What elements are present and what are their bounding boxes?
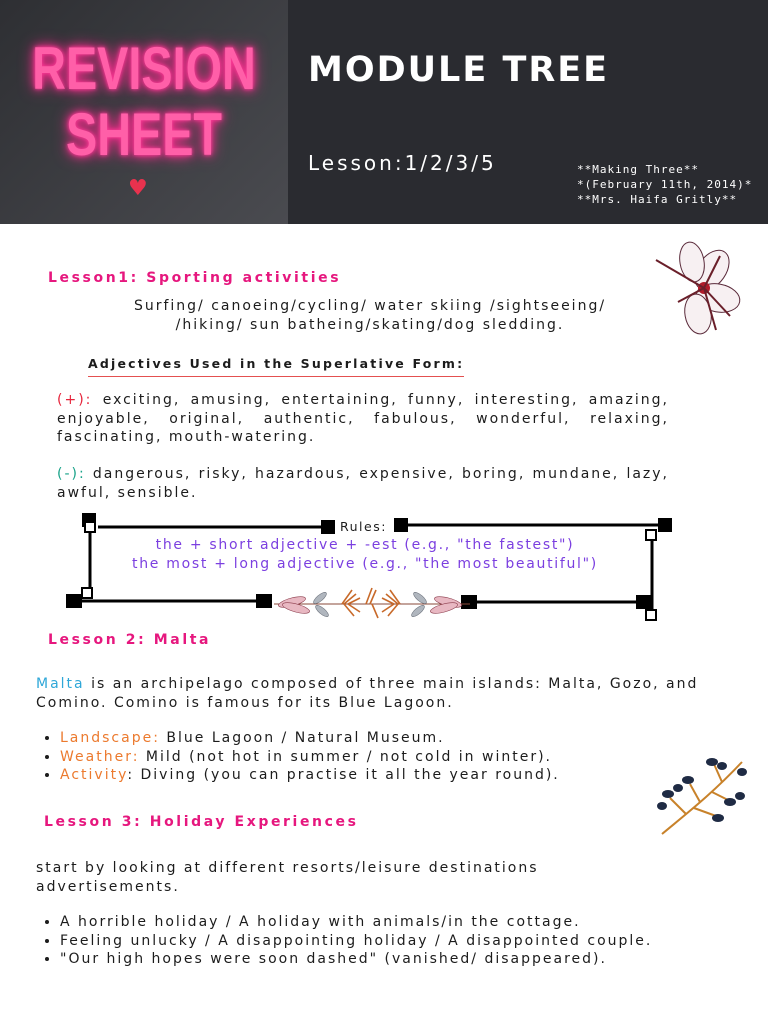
revision-title-line2: SHEET [65,101,223,168]
malta-intro-text: is an archipelago composed of three main islands: Malta, Gozo, and Comino. Comino is famous for its Blue Lagoon. [36,676,699,711]
flower-icon [650,236,760,336]
rules-label: Rules: [340,519,387,534]
bullet-label: Weather: [60,748,140,765]
meta-line: *(February 11th, 2014)* [577,178,753,191]
header-meta [577,162,752,207]
lesson3-intro: start by looking at different resorts/leisure destinations advertisements. [36,860,539,895]
floral-divider-icon [272,584,472,624]
list-item [60,748,680,767]
lesson3-bullets [36,913,768,969]
lesson1-title: Lesson1: Sporting activities [48,270,342,286]
berry-branch-icon [656,754,752,838]
bullet-text: Blue Lagoon / Natural Museum. [159,730,445,746]
meta-line: **Mrs. Haifa Gritly** [577,193,738,206]
bullet-text: Mild (not hot in summer / not cold in winter). [139,748,552,765]
adjectives-title: Adjectives Used in the Superlative Form: [88,356,464,377]
bullet-label: Landscape: [60,730,160,746]
positive-adjectives [57,391,669,447]
activities-line: /hiking/ sun batheing/skating/dog sledding. [175,316,565,333]
positive-label: (+): [57,392,93,408]
rule-short-adjective: the + short adjective + -est (e.g., "the fastest") [155,537,575,553]
negative-text: dangerous, risky, hazardous, expensive, boring, mundane, lazy, awful, sensible. [57,466,669,501]
list-item [60,766,680,785]
module-title: MODULE TREE [308,50,610,90]
rule-long-adjective: the most + long adjective (e.g., "the most beautiful") [132,556,598,572]
heart-icon: ♥ [128,176,148,201]
malta-bullets [36,729,680,785]
positive-text: exciting, amusing, entertaining, funny, interesting, amazing, enjoyable, original, authentic, fabulous, wonderful, relaxing, fascinating, mouth-watering. [57,392,669,445]
list-item: • Feeling unlucky / A disappointing holiday / A disappointed couple. [60,932,768,951]
negative-adjectives [57,465,669,502]
lesson1-activities [80,297,660,334]
activities-line: Surfing/ canoeing/cycling/ water skiing /sightseeing/ [133,298,607,314]
meta-line: **Making Three** [577,163,699,176]
list-item: • "Our high hopes were soon dashed" (vanished/ disappeared). [60,950,768,969]
malta-keyword: Malta [36,676,85,692]
malta-intro [36,675,748,712]
bullet-text: : Diving (you can practise it all the year round). [127,767,560,783]
lesson2-title: Lesson 2: Malta [48,632,212,648]
lesson3-title: Lesson 3: Holiday Experiences [44,814,359,830]
list-item: • A horrible holiday / A holiday with animals/in the cottage. [60,913,768,932]
bullet-label: Activity [60,767,128,783]
lesson-numbers: Lesson:1/2/3/5 [308,151,497,175]
list-item [60,729,680,748]
negative-label: (-): [57,466,86,482]
revision-title-line1: REVISION [32,35,256,102]
